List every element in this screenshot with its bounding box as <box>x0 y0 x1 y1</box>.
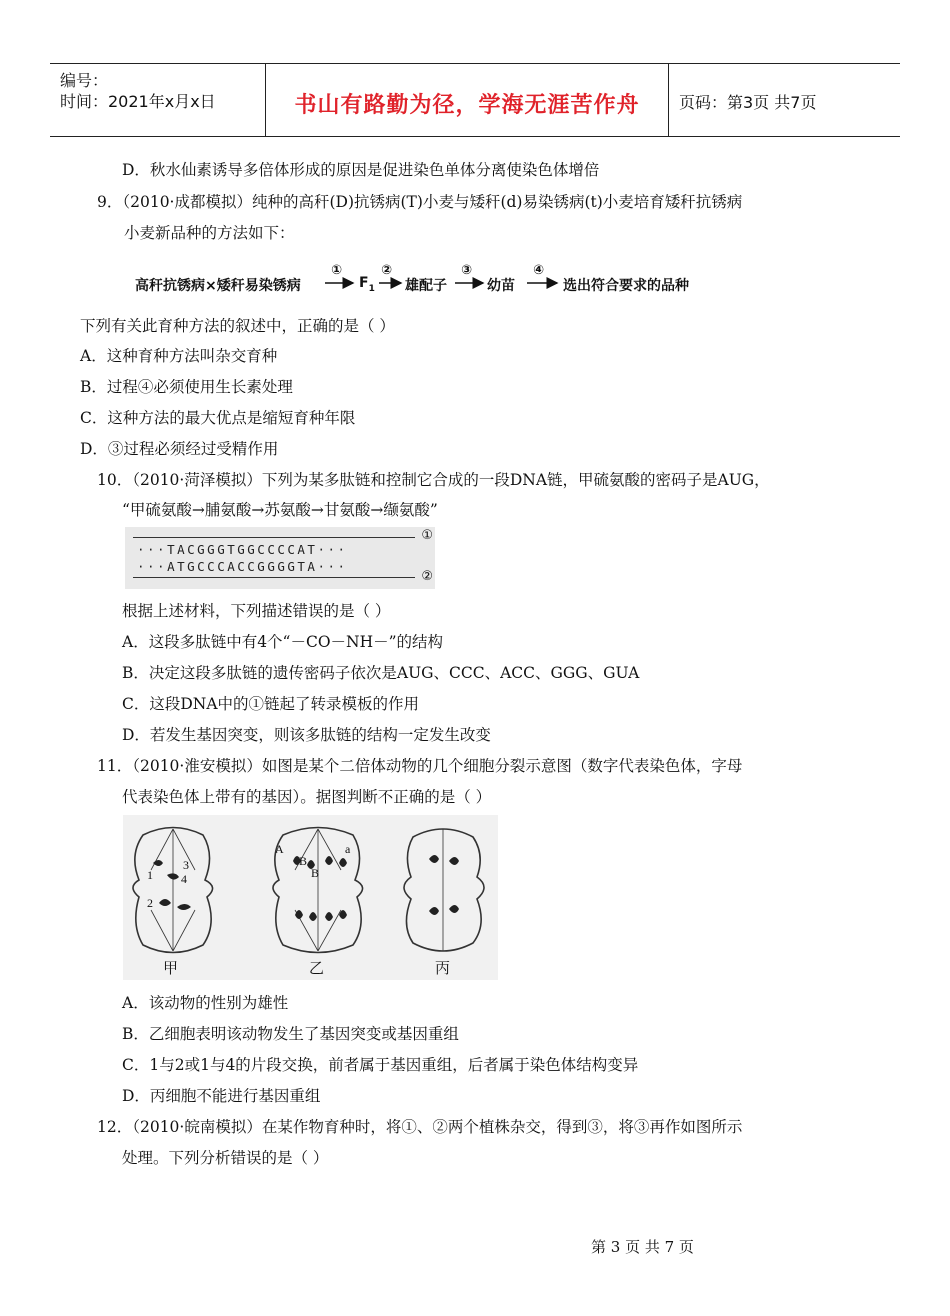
flow-f1: $F_1$ <box>359 275 375 294</box>
cell-jia-caption: 甲 <box>163 959 179 977</box>
number-label: 编号： <box>60 71 109 90</box>
q9-option-c: C．这种方法的最大优点是缩短育种年限 <box>80 409 356 427</box>
q11-option-a: A．该动物的性别为雄性 <box>122 994 289 1012</box>
flow-step-1: ① <box>331 263 343 278</box>
q11-option-d: D．丙细胞不能进行基因重组 <box>122 1087 321 1105</box>
q8-option-d: D．秋水仙素诱导多倍体形成的原因是促进染色单体分离使染色体增倍 <box>122 161 600 179</box>
cell-yi-gene-b2: B <box>311 866 320 880</box>
chromosome-yi-6 <box>309 912 317 921</box>
page-label: 页码：第3页 共7页 <box>679 93 817 112</box>
flow-step-3: ③ <box>461 263 473 278</box>
flow-gamete: 雄配子 <box>405 278 447 294</box>
chromosome-jia-4 <box>177 904 191 910</box>
q10-question: 根据上述材料，下列描述错误的是（ ） <box>122 602 391 620</box>
page-header <box>50 63 900 137</box>
chromosome-yi-7 <box>325 912 333 921</box>
q11-option-b: B．乙细胞表明该动物发生了基因突变或基因重组 <box>122 1025 459 1043</box>
q12-stem-line1: 12．（2010·皖南模拟）在某作物育种时，将①、②两个植株杂交，得到③，将③再作如图所示 <box>97 1118 743 1136</box>
time-label: 时间：2021年x月x日 <box>60 92 216 111</box>
header-left-cell <box>50 64 266 136</box>
header-page-cell <box>669 64 900 136</box>
chromosome-bing-2 <box>449 857 459 865</box>
cell-jia-label-3: 3 <box>183 858 189 872</box>
flow-seedling: 幼苗 <box>487 278 515 294</box>
cell-jia-label-1: 1 <box>147 868 153 882</box>
cell-division-figure <box>123 815 498 980</box>
q9-option-a: A．这种育种方法叫杂交育种 <box>80 347 278 365</box>
flow-step-2: ② <box>381 263 393 278</box>
cell-yi-gene-a-lower: a <box>345 842 351 856</box>
page-footer: 第 3 页 共 7 页 <box>591 1238 694 1256</box>
flow-start: 高秆抗锈病×矮秆易染锈病 <box>135 278 301 294</box>
chromosome-bing-3 <box>429 907 439 915</box>
q11-stem-line2: 代表染色体上带有的基因）。据图判断不正确的是（ ） <box>122 788 492 806</box>
q12-stem-line2: 处理。下列分析错误的是（ ） <box>122 1149 329 1167</box>
cell-bing-caption: 丙 <box>435 959 451 977</box>
cell-jia-label-4: 4 <box>181 872 187 886</box>
dna-strand-2-line <box>133 577 415 578</box>
dna-strand-2-mark: ② <box>421 569 433 584</box>
q10-option-d: D．若发生基因突变，则该多肽链的结构一定发生改变 <box>122 726 491 744</box>
flow-step-4: ④ <box>533 263 545 278</box>
dna-strand-2-sequence: ···ATGCCCACCGGGGTA··· <box>137 559 348 574</box>
cell-jia-label-2: 2 <box>147 896 153 910</box>
chromosome-bing-4 <box>449 905 459 913</box>
q10-option-b: B．决定这段多肽链的遗传密码子依次是AUG、CCC、ACC、GGG、GUA <box>122 664 640 682</box>
dna-strand-figure <box>125 527 435 589</box>
cell-division-drawing <box>123 815 498 980</box>
q9-question: 下列有关此育种方法的叙述中，正确的是（ ） <box>80 317 395 335</box>
chromosome-jia-2 <box>167 873 179 879</box>
chromosome-yi-4 <box>339 858 347 867</box>
header-motto-cell <box>266 64 669 136</box>
cell-yi-gene-a-upper: A <box>275 842 284 856</box>
q9-stem-line1: 9．（2010·成都模拟）纯种的高秆(D)抗锈病(T)小麦与矮秆(d)易染锈病(t)小麦培育矮秆抗锈病 <box>97 193 743 211</box>
chromosome-yi-3 <box>325 856 333 865</box>
q11-stem-line1: 11．（2010·淮安模拟）如图是某个二倍体动物的几个细胞分裂示意图（数字代表染色体，字母 <box>97 757 743 775</box>
motto: 书山有路勤为径，学海无涯苦作舟 <box>294 93 640 118</box>
dna-strand-1-sequence: ···TACGGGTGGCCCCAT··· <box>137 542 348 557</box>
cell-bing-outline <box>404 829 484 951</box>
breeding-flow-diagram <box>135 263 735 305</box>
q9-option-d: D．③过程必须经过受精作用 <box>80 440 279 458</box>
chromosome-jia-3 <box>159 899 171 906</box>
q10-stem-line1: 10．（2010·菏泽模拟）下列为某多肽链和控制它合成的一段DNA链，甲硫氨酸的密码子是AUG， <box>97 471 770 489</box>
q10-stem-line2: “甲硫氨酸→脯氨酸→苏氨酸→甘氨酸→缬氨酸” <box>122 501 438 519</box>
dna-strand-1-mark: ① <box>421 528 433 543</box>
dna-strand-1-line <box>133 537 415 538</box>
cell-yi-caption: 乙 <box>309 959 325 977</box>
q11-option-c: C．1与2或1与4的片段交换，前者属于基因重组，后者属于染色体结构变异 <box>122 1056 639 1074</box>
cell-yi-gene-b1: B <box>299 854 308 868</box>
chromosome-jia-1 <box>153 860 163 866</box>
flow-end: 选出符合要求的品种 <box>563 278 689 294</box>
q10-option-a: A．这段多肽链中有4个“－CO－NH－”的结构 <box>122 633 444 651</box>
chromosome-bing-1 <box>429 855 439 863</box>
q9-stem-line2: 小麦新品种的方法如下： <box>124 224 295 242</box>
q9-option-b: B．过程④必须使用生长素处理 <box>80 378 293 396</box>
q10-option-c: C．这段DNA中的①链起了转录模板的作用 <box>122 695 420 713</box>
